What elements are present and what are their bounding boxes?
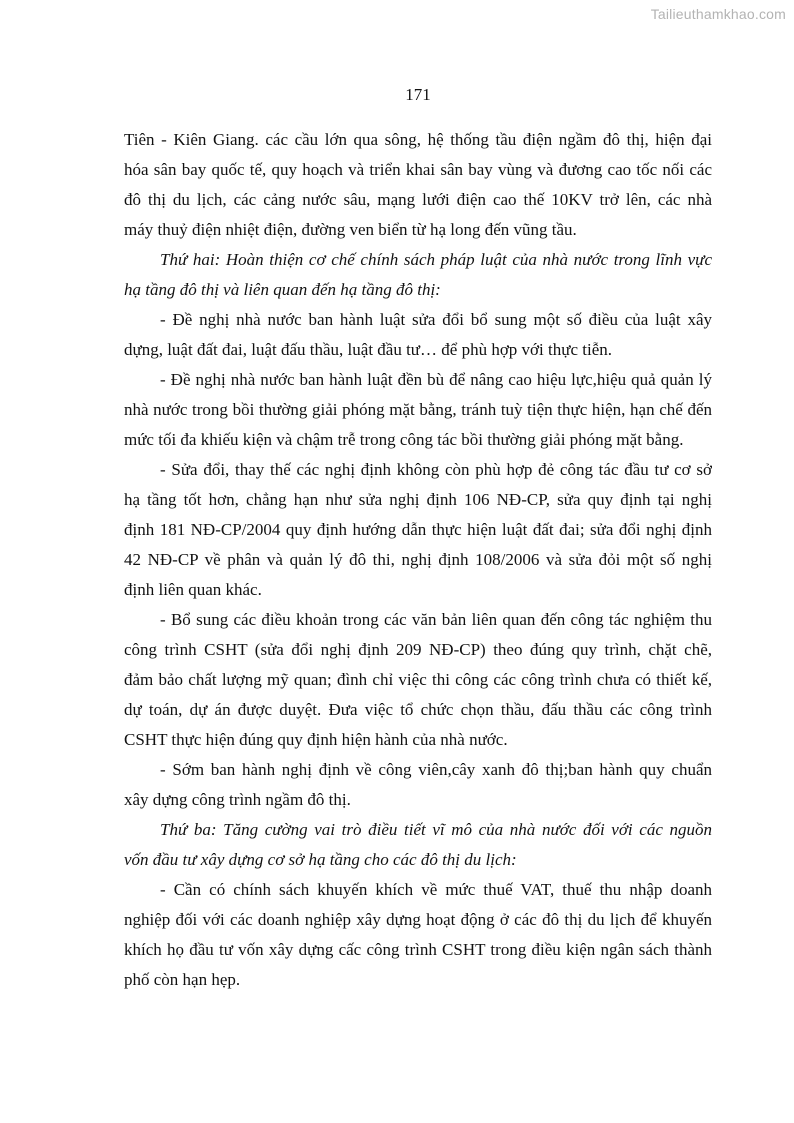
- text-line: CSHT thực hiện đúng quy định hiện hành của nhà nước.: [124, 730, 508, 749]
- paragraph-7: [124, 755, 712, 815]
- text-line: - Đề nghị nhà nước ban hành luật đền bù để nâng cao hiệu lực,hiệu quả quản lý: [160, 370, 712, 389]
- text-line: công trình CSHT (sửa đổi nghị định 209 NĐ-CP) theo đúng quy trình, chặt chẽ,: [124, 640, 712, 659]
- text-line: Tiên - Kiên Giang. các cầu lớn qua sông, hệ thống tầu điện ngầm đô thị, hiện đại: [124, 130, 712, 149]
- text-line: dự toán, dự án được duyệt. Đưa việc tổ chức chọn thầu, đấu thầu các công trình: [124, 700, 712, 719]
- paragraph-3: [124, 305, 712, 365]
- paragraph-9: [124, 875, 712, 995]
- text-line: định 181 NĐ-CP/2004 quy định hướng dẫn thực hiện luật đất đai; sửa đổi nghị định: [124, 520, 712, 539]
- text-line: dựng, luật đất đai, luật đấu thầu, luật đầu tư… để phù hợp với thực tiễn.: [124, 340, 612, 359]
- text-line: mức tối đa khiếu kiện và chậm trễ trong công tác bồi thường giải phóng mặt bằng.: [124, 430, 684, 449]
- paragraph-4: [124, 365, 712, 455]
- document-body: [124, 125, 712, 995]
- text-line: hạ tầng đô thị và liên quan đến hạ tầng đô thị:: [124, 280, 441, 299]
- text-line: - Sửa đổi, thay thế các nghị định không còn phù hợp đẻ công tác đầu tư cơ sở: [160, 460, 712, 479]
- text-line: nghiệp đối với các doanh nghiệp xây dựng hoạt động ở các đô thị du lịch để khuyến: [124, 910, 712, 929]
- text-line: 42 NĐ-CP về phân và quản lý đô thi, nghị định 108/2006 và sửa đỏi một số nghị: [124, 550, 712, 569]
- text-line: - Sớm ban hành nghị định về công viên,cây xanh đô thị;ban hành quy chuẩn: [160, 760, 712, 779]
- paragraph-8-heading: [124, 815, 712, 875]
- text-line: máy thuỷ điện nhiệt điện, đường ven biển từ hạ long đến vũng tầu.: [124, 220, 577, 239]
- page-number: 171: [405, 85, 431, 104]
- text-line: vốn đầu tư xây dựng cơ sở hạ tầng cho các đô thị du lịch:: [124, 850, 517, 869]
- text-line: khích họ đầu tư vốn xây dựng cấc công trình CSHT trong điều kiện ngân sách thành: [124, 940, 712, 959]
- text-line: - Bổ sung các điều khoản trong các văn bản liên quan đến công tác nghiệm thu: [160, 610, 712, 629]
- text-line: hóa sân bay quốc tế, quy hoạch và triển khai sân bay vùng và đương cao tốc nối các: [124, 160, 712, 179]
- paragraph-1: [124, 125, 712, 245]
- text-line: - Đề nghị nhà nước ban hành luật sửa đổi bổ sung một số điều của luật xây: [160, 310, 712, 329]
- text-line: Thứ hai: Hoàn thiện cơ chế chính sách pháp luật của nhà nước trong lĩnh vực: [160, 250, 712, 269]
- paragraph-6: [124, 605, 712, 755]
- site-watermark: Tailieuthamkhao.com: [650, 6, 786, 22]
- text-line: xây dựng công trình ngầm đô thị.: [124, 790, 351, 809]
- paragraph-5: [124, 455, 712, 605]
- text-line: hạ tầng tốt hơn, chẳng hạn như sửa nghị định 106 NĐ-CP, sửa quy định tại nghị: [124, 490, 712, 509]
- text-line: định liên quan khác.: [124, 580, 262, 599]
- text-line: đô thị du lịch, các cảng nước sâu, mạng lưới điện cao thế 10KV trở lên, các nhà: [124, 190, 712, 209]
- text-line: nhà nước trong bồi thường giải phóng mặt bằng, tránh tuỳ tiện thực hiện, hạn chế đến: [124, 400, 712, 419]
- text-line: đảm bảo chất lượng mỹ quan; đình chỉ việc thi công các công trình chưa có thiết kế,: [124, 670, 712, 689]
- paragraph-2-heading: [124, 245, 712, 305]
- text-line: Thứ ba: Tăng cường vai trò điều tiết vĩ mô của nhà nước đối với các nguồn: [160, 820, 712, 839]
- text-line: - Cần có chính sách khuyến khích về mức thuế VAT, thuế thu nhập doanh: [160, 880, 712, 899]
- text-line: phố còn hạn hẹp.: [124, 970, 241, 989]
